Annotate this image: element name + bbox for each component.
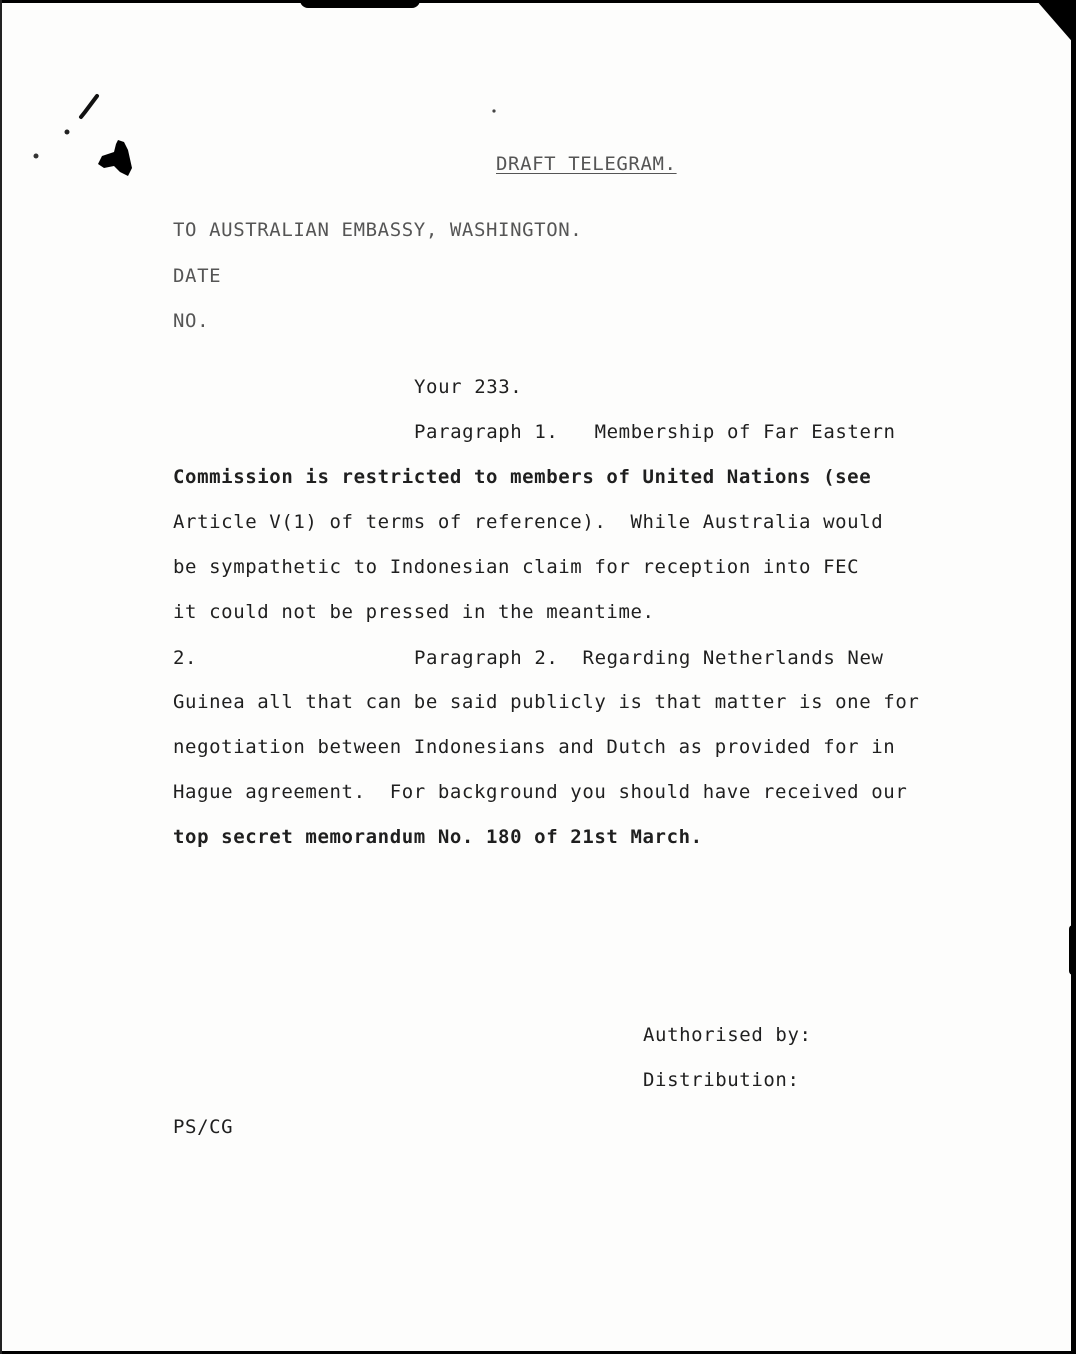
scan-border-top-blot [300,0,420,8]
telegram-heading: DRAFT TELEGRAM. [496,153,677,175]
body-line-3: Article V(1) of terms of reference). While Australia would [173,511,884,533]
scan-corner-fold [1036,0,1076,46]
body-line-6: Paragraph 2. Regarding Netherlands New [414,647,884,669]
ink-stroke-mark [55,90,105,140]
authorised-label: Authorised by: [643,1024,812,1046]
date-label: DATE [173,265,222,287]
body-line-9: Hague agreement. For background you should have received our [173,781,908,803]
ink-speck-mark [490,107,498,115]
body-line-5: it could not be pressed in the meantime. [173,601,655,623]
scan-border-top [0,0,1076,8]
ink-blot-mark [90,138,138,180]
body-line-4: be sympathetic to Indonesian claim for reception into FEC [173,556,860,578]
paragraph-number-2: 2. [173,647,198,669]
reference-line: Your 233. [414,376,523,398]
body-line-7: Guinea all that can be said publicly is that matter is one for [173,691,920,713]
body-line-2: Commission is restricted to members of United Nations (see [173,466,872,488]
typist-initials: PS/CG [173,1116,234,1138]
distribution-label: Distribution: [643,1069,800,1091]
scan-border-left [0,0,2,1354]
body-line-8: negotiation between Indonesians and Dutch as provided for in [173,736,896,758]
ink-dot-mark [30,150,42,162]
body-line-10: top secret memorandum No. 180 of 21st March. [173,826,703,848]
body-line-1: Paragraph 1. Membership of Far Eastern [414,421,896,443]
recipient-line: TO AUSTRALIAN EMBASSY, WASHINGTON. [173,219,583,241]
scan-border-right [1071,0,1076,1354]
number-label: NO. [173,310,210,332]
scan-border-notch [1069,925,1076,975]
